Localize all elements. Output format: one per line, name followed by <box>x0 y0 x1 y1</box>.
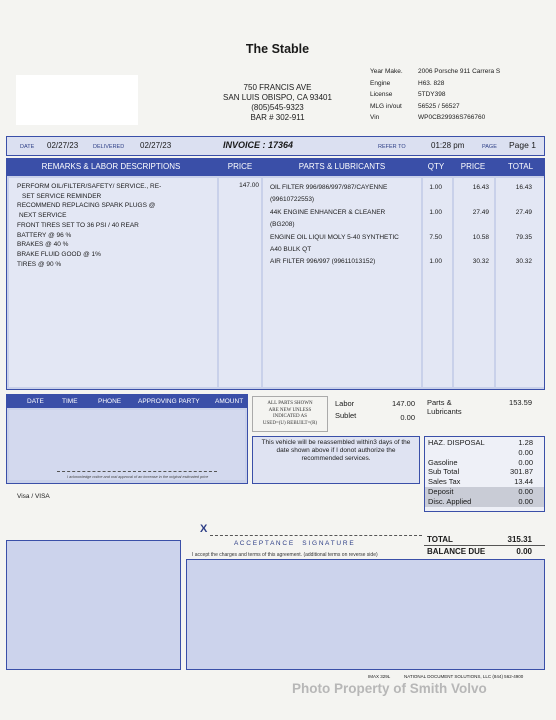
part-price: 27.49 <box>472 208 489 216</box>
shop-bar: BAR # 302-911 <box>250 113 305 122</box>
parts-price-header: PRICE <box>460 162 486 171</box>
shop-phone: (805)545-9323 <box>251 103 304 112</box>
part-qty: 1.00 <box>429 208 442 216</box>
part-price: 10.58 <box>472 233 489 241</box>
parts-row <box>270 207 543 219</box>
totals-row <box>425 487 544 497</box>
license-label: License <box>370 91 393 98</box>
remarks-header: REMARKS & LABOR DESCRIPTIONS <box>41 162 181 171</box>
labor-line: SET SERVICE REMINDER <box>22 192 102 200</box>
total-header: TOTAL <box>507 162 534 171</box>
totals-label: HAZ. DISPOSAL <box>428 438 485 447</box>
acceptance-terms: I accept the charges and terms of this agreement. (additional terms on reverse side) <box>192 552 378 558</box>
parts-row <box>270 232 543 244</box>
labor-line: NEXT SERVICE <box>19 212 67 220</box>
labor-line: BRAKE FLUID GOOD @ 1% <box>17 250 101 258</box>
invoice-info-row <box>6 136 545 156</box>
parts-row <box>270 194 543 206</box>
labor-line: TIRES @ 90 % <box>17 260 62 268</box>
page-label: PAGE <box>482 144 497 150</box>
page-value: Page 1 <box>509 140 536 150</box>
totals-label: Sub Total <box>428 467 460 477</box>
part-total: 79.35 <box>515 233 532 241</box>
labor-descriptions <box>17 182 212 269</box>
engine: H63. 828 <box>418 79 445 87</box>
labor-line: PERFORM OIL/FILTER/SAFETY/ SERVICE., RE- <box>17 183 162 190</box>
parts-header: PARTS & LUBRICANTS <box>298 162 386 171</box>
approval-date-label: DATE <box>27 398 44 405</box>
year-make-label: Year Make. <box>370 68 403 75</box>
redaction-block <box>16 75 138 125</box>
approval-amount-label: AMOUNT <box>215 398 244 405</box>
labor-line: RECOMMEND REPLACING SPARK PLUGS @ <box>17 202 156 210</box>
totals-value: 0.00 <box>518 486 533 496</box>
signature-x: X <box>200 523 208 535</box>
year-make: 2006 Porsche 911 Carrera S <box>418 68 501 75</box>
qty-header: QTY <box>427 162 445 171</box>
totals-value: 1.28 <box>518 438 533 447</box>
part-description: 44K ENGINE ENHANCER & CLEANER <box>270 208 386 216</box>
part-qty: 1.00 <box>429 184 442 191</box>
delivered-value: 02/27/23 <box>140 141 172 150</box>
totals-row <box>425 458 544 468</box>
part-price: 16.43 <box>472 184 489 191</box>
part-total: 16.43 <box>515 184 532 191</box>
payment-method: Visa / VISA <box>17 493 50 500</box>
totals-row <box>425 477 544 487</box>
labor-sublet-box <box>330 396 420 432</box>
acceptance-title: A C C E P T A N C E S I G N A T U R E <box>234 540 354 547</box>
labor-price-header: PRICE <box>227 162 253 171</box>
shop-city: SAN LUIS OBISPO, CA 93401 <box>223 93 332 102</box>
parts-row <box>270 256 543 268</box>
totals-box <box>424 436 545 512</box>
labor-total: 147.00 <box>392 399 415 408</box>
totals-row <box>425 448 544 458</box>
totals-label: Disc. Applied <box>428 496 472 506</box>
date-value: 02/27/23 <box>47 141 79 150</box>
mlg: 56525 / 56527 <box>418 102 460 110</box>
totals-value: 0.00 <box>518 457 533 467</box>
sublet-total: 0.00 <box>400 413 415 422</box>
part-total: 27.49 <box>515 208 532 216</box>
reassembly-notice <box>252 436 420 484</box>
total-value: 315.31 <box>507 535 532 544</box>
totals-value: 301.87 <box>510 467 533 477</box>
labor-line: BRAKES @ 40 % <box>17 241 69 249</box>
customer-copy-box <box>6 540 181 670</box>
shop-name: The Stable <box>245 42 310 56</box>
totals-value: 0.00 <box>518 447 533 457</box>
ack-line <box>57 471 217 472</box>
labor-line: FRONT TIRES SET TO 36 PSI / 40 REAR <box>17 221 139 229</box>
approval-header <box>7 395 247 408</box>
form-number: IMAX 329L <box>368 674 391 679</box>
totals-value: 0.00 <box>518 496 533 506</box>
engine-label: Engine <box>370 79 391 87</box>
part-description: A40 BULK QT <box>270 245 312 253</box>
time-value: 01:28 pm <box>431 141 465 150</box>
parts-list <box>270 182 543 269</box>
totals-list <box>425 438 544 507</box>
reassembly-text: This vehicle will be reassembled within3 days of the date shown above if I donot authorize the recommended services. <box>261 439 411 462</box>
part-description: (BG208) <box>270 221 295 229</box>
totals-row <box>425 497 544 507</box>
parts-lub-total: 153.59 <box>509 398 532 407</box>
total-box <box>424 532 545 558</box>
parts-row <box>270 244 543 256</box>
parts-lub-label2: Lubricants <box>427 407 462 416</box>
parts-row <box>270 182 543 194</box>
used-parts-note: ALL PARTS SHOWN ARE NEW UNLESS INDICATED AS USED=(U) REBUILT=(R) <box>252 396 328 432</box>
vin-label: Vin <box>370 114 380 121</box>
total-label: TOTAL <box>427 535 453 544</box>
labor-price: 147.00 <box>239 182 259 189</box>
notes-box <box>186 559 545 670</box>
approval-section <box>6 394 248 484</box>
balance-value: 0.00 <box>516 547 532 556</box>
signature-line <box>210 535 422 536</box>
invoice-number: INVOICE : 17364 <box>223 140 294 150</box>
part-qty: 1.00 <box>429 258 442 266</box>
labor-label: Labor <box>335 399 355 408</box>
part-description: OIL FILTER 996/986/997/987/CAYENNE <box>270 184 388 191</box>
approval-party-label: APPROVING PARTY <box>138 398 200 405</box>
approval-time-label: TIME <box>62 398 78 405</box>
part-description: AIR FILTER 996/997 (99611013152) <box>270 258 376 266</box>
part-price: 30.32 <box>472 258 489 266</box>
watermark: Photo Property of Smith Volvo <box>292 681 487 696</box>
delivered-label: DELIVERED <box>93 144 125 150</box>
totals-value: 13.44 <box>514 477 533 487</box>
ack-text: I acknowledge notice and oral approval of an increase in the original estimated price <box>67 475 209 479</box>
part-qty: 7.50 <box>429 233 442 241</box>
part-description: (99610722553) <box>270 196 315 204</box>
shop-address: 750 FRANCIS AVE <box>243 83 312 92</box>
parts-lub-label1: Parts & <box>427 398 452 407</box>
form-company: NATIONAL DOCUMENT SOLUTIONS, LLC (844) 562-4900 <box>404 674 524 679</box>
totals-label: Deposit <box>428 486 454 496</box>
parts-row <box>270 219 543 231</box>
parts-lub-box <box>424 396 544 432</box>
totals-label: Sales Tax <box>428 477 461 487</box>
vehicle-info <box>370 66 550 124</box>
shop-header <box>200 42 355 122</box>
part-total: 30.32 <box>515 258 532 266</box>
totals-row <box>425 467 544 477</box>
totals-row <box>425 438 544 448</box>
date-label: DATE <box>20 144 35 150</box>
vin: WP0CB29936S766760 <box>418 114 486 121</box>
mlg-label: MLG in/out <box>370 102 402 110</box>
labor-line: BATTERY @ 96 % <box>17 231 72 239</box>
balance-label: BALANCE DUE <box>427 547 486 556</box>
refer-label: REFER TO <box>378 144 406 150</box>
approval-phone-label: PHONE <box>98 398 122 405</box>
main-table-header <box>6 158 545 175</box>
part-description: ENGINE OIL LIQUI MOLY 5-40 SYNTHETIC <box>270 233 399 241</box>
sublet-label: Sublet <box>335 411 357 420</box>
totals-label: Gasoline <box>428 457 458 467</box>
license: 5TDY398 <box>418 91 446 98</box>
